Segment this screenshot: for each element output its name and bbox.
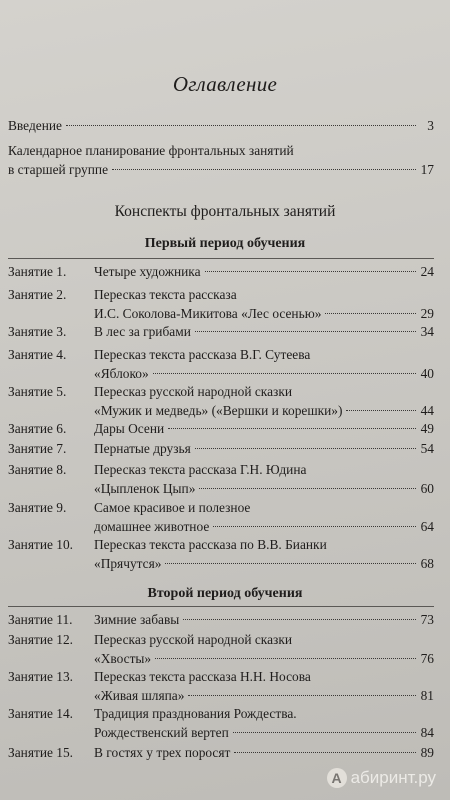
lesson-title-line [94,345,434,364]
leader-dots [346,410,416,411]
lesson-label: Занятие 14. [8,706,74,721]
lesson-title-line [94,401,434,420]
lesson-title-line [94,630,434,649]
lesson-title-line [94,479,434,498]
lesson-label: Занятие 6. [8,421,67,436]
lesson-body [94,460,434,498]
lesson-title-line [94,649,434,668]
lesson-title-line [94,686,434,705]
lesson-entry [8,345,434,383]
lesson-title: «Цыпленок Цып» [94,481,196,496]
lesson-body [94,262,434,281]
lesson-body [94,610,434,629]
lesson-title-line [94,610,434,629]
lesson-title-line [94,382,434,401]
lesson-title: Традиция празднования Рождества. [94,706,297,721]
entry-title: в старшей группе [8,162,109,177]
page-number: 17 [420,162,434,177]
lesson-title: домашнее животное [94,519,210,534]
lesson-body [94,285,434,323]
lesson-title-line [94,498,434,517]
lesson-body [94,345,434,383]
lesson-title-line [94,262,434,281]
lesson-title: Пересказ текста рассказа по В.В. Бианки [94,537,327,552]
lesson-title-line [94,439,434,458]
lesson-title: Пересказ текста рассказа [94,287,237,302]
lesson-body [94,498,434,536]
page-number: 64 [420,519,434,534]
lesson-entry [8,285,434,323]
lesson-title: Зимние забавы [94,612,180,627]
lesson-title: Дары Осени [94,421,165,436]
lesson-body [94,439,434,458]
lesson-title: Четыре художника [94,264,201,279]
lesson-entry [8,535,434,573]
lesson-body [94,630,434,668]
lesson-title-line [94,554,434,573]
page-number: 68 [420,556,434,571]
page-number: 34 [420,324,434,339]
leader-dots [155,658,416,659]
page-number: 89 [420,745,434,760]
lesson-label: Занятие 5. [8,384,67,399]
intro-entry [8,116,434,135]
divider-line [8,258,434,259]
entry-title: Введение [8,118,62,133]
lesson-title-line [94,364,434,383]
lesson-label: Занятие 4. [8,347,67,362]
leader-dots [234,752,416,753]
lesson-entry [8,704,434,742]
lesson-label: Занятие 7. [8,441,67,456]
lesson-title: Пернатые друзья [94,441,191,456]
lesson-title: «Прячутся» [94,556,162,571]
page-number: 81 [420,688,434,703]
entry-title: Календарное планирование фронтальных занятий [8,143,294,158]
lesson-entry [8,743,434,762]
leader-dots [153,373,416,374]
lesson-title: И.С. Соколова-Микитова «Лес осенью» [94,306,322,321]
leader-dots [183,619,416,620]
leader-dots [233,732,416,733]
page-number: 76 [420,651,434,666]
divider-line [8,606,434,607]
lesson-body [94,419,434,438]
lesson-body [94,535,434,573]
lesson-title: Пересказ текста рассказа Г.Н. Юдина [94,462,307,477]
lesson-title: Пересказ текста рассказа В.Г. Сутеева [94,347,311,362]
lesson-entry [8,322,434,341]
lesson-entry [8,630,434,668]
watermark [327,768,436,788]
leader-dots [325,313,416,314]
lesson-label: Занятие 13. [8,669,74,684]
entry-title-line [8,160,434,179]
entry-title-line [8,116,434,135]
lesson-title: «Хвосты» [94,651,152,666]
leader-dots [165,563,416,564]
lesson-title: Пересказ русской народной сказки [94,632,293,647]
lesson-title: «Живая шляпа» [94,688,185,703]
leader-dots [168,428,416,429]
lesson-title-line [94,419,434,438]
lesson-title: Самое красивое и полезное [94,500,251,515]
lesson-entry [8,382,434,420]
lesson-title-line [94,535,434,554]
leader-dots [66,125,416,126]
page-number: 60 [420,481,434,496]
lesson-title: Пересказ русской народной сказки [94,384,293,399]
page-number: 54 [420,441,434,456]
page-title: Оглавление [172,72,278,96]
lesson-title-line [94,285,434,304]
leader-dots [195,448,416,449]
lesson-title-line [94,322,434,341]
period-heading: Второй период обучения [147,586,303,601]
section-heading: Конспекты фронтальных занятий [114,203,336,220]
lesson-title-line [94,667,434,686]
page-number: 73 [420,612,434,627]
lesson-label: Занятие 12. [8,632,74,647]
lesson-body [94,382,434,420]
lesson-entry [8,498,434,536]
labirint-logo-icon: А [327,768,347,788]
page-number: 29 [420,306,434,321]
lesson-title-line [94,743,434,762]
leader-dots [195,331,416,332]
lesson-entry [8,610,434,629]
lesson-title: «Мужик и медведь» («Вершки и корешки») [94,403,343,418]
lesson-entry [8,460,434,498]
lesson-label: Занятие 15. [8,745,74,760]
page-number: 84 [420,725,434,740]
page-number: 24 [420,264,434,279]
page-number: 3 [427,118,434,133]
watermark-text: абиринт.ру [350,768,436,787]
lesson-body [94,704,434,742]
lesson-title-line [94,460,434,479]
period-heading: Первый период обучения [144,236,306,251]
leader-dots [188,695,416,696]
leader-dots [213,526,416,527]
leader-dots [205,271,416,272]
lesson-label: Занятие 1. [8,264,67,279]
lesson-entry [8,667,434,705]
lesson-title: Пересказ текста рассказа Н.Н. Носова [94,669,311,684]
lesson-label: Занятие 3. [8,324,67,339]
lesson-title: «Яблоко» [94,366,149,381]
lesson-body [94,322,434,341]
page-number: 44 [420,403,434,418]
lesson-body [94,667,434,705]
lesson-entry [8,262,434,281]
lesson-title-line [94,723,434,742]
lesson-label: Занятие 9. [8,500,67,515]
lesson-title-line [94,517,434,536]
page-number: 40 [420,366,434,381]
lesson-body [94,743,434,762]
lesson-label: Занятие 11. [8,612,73,627]
leader-dots [199,488,416,489]
lesson-entry [8,439,434,458]
lesson-title-line [94,304,434,323]
intro-entry [8,141,434,179]
page-number: 49 [420,421,434,436]
lesson-label: Занятие 2. [8,287,67,302]
lesson-title: В гостях у трех поросят [94,745,231,760]
lesson-entry [8,419,434,438]
lesson-title: В лес за грибами [94,324,191,339]
leader-dots [112,169,416,170]
lesson-label: Занятие 8. [8,462,67,477]
lesson-label: Занятие 10. [8,537,74,552]
entry-title-line [8,141,434,160]
lesson-title: Рождественский вертеп [94,725,229,740]
lesson-title-line [94,704,434,723]
